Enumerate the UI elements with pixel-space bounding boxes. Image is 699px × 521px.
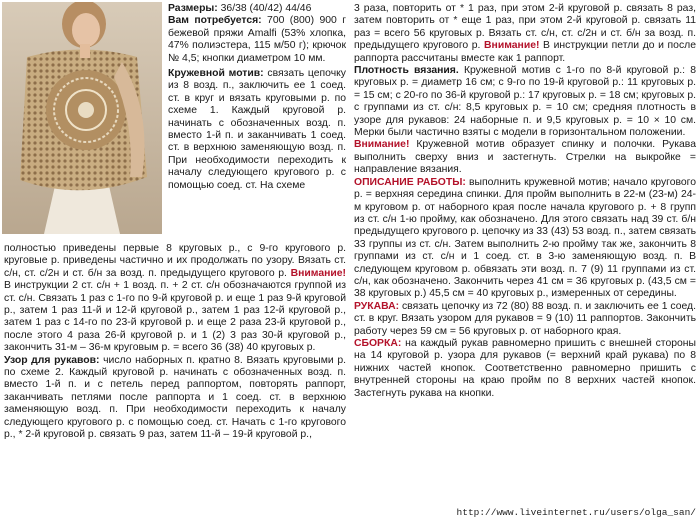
sizes-paragraph xyxy=(168,3,346,15)
motif-text: связать цепочку из 8 возд. п., заключить ее 1 соед. ст. в круг и вязать круговыми р. по схеме 1. Каждый круговой р. начинать с обозначенных возд. п. вместо 1-й п. и заканчивать 1 соед. ст. в верхнюю заменяющую возд. п. При необходимости переходить к началу следующего кругового р. с помощью соед. ст. На схеме xyxy=(168,68,346,191)
work-label: ОПИСАНИЕ РАБОТЫ: xyxy=(354,176,466,188)
work-text: выполнить кружевной мотив; начало кругового р. = верхняя середина спинки. Для пройм выполнить в 22-м (23-м) 24-м круговом р. от наборного края после начала кругового р. + 8 групп из ст. с/н 1-ю пройму, как обозначено. Для этого связать над 39 ст. б/н предыдущего кругового р. цепочку из 33 (43) 53 возд. п., затем связать 33 группы из ст. с/н. Затем выполнить 2-ю пройму так же, закончить 8 группами из ст. с/н и 1 соед. ст. в 3-ю заменяющую возд. п. В следующем круговом р. обвязать эти возд. п. 7 (9) 11 группами из ст. с/н, как обозначено. Закончить через 41 см = 36 круговых р. (43,5 см = 38 круговых р.) 45,5 см = 40 круговых р., измеренных от середины. xyxy=(354,176,697,300)
model-photo-image xyxy=(2,2,162,234)
assembly-paragraph xyxy=(354,338,696,400)
materials-value: 700 (800) 900 г бежевой пряжи Amalfi (53% хлопка, 47% полиэстера, 115 м/50 г); крючок № 4,5; кнопки диаметром 10 мм. xyxy=(168,15,346,64)
density-label: Плотность вязания. xyxy=(354,65,459,77)
sizes-value: 36/38 (40/42) 44/46 xyxy=(217,3,312,14)
column-2 xyxy=(354,3,696,400)
sizes-label: Размеры: xyxy=(168,3,218,14)
attention2-label: Внимание! xyxy=(354,139,410,151)
motif-paragraph xyxy=(168,68,346,192)
assembly-label: СБОРКА: xyxy=(354,337,402,349)
attention2-text: Кружевной мотив образует спинку и полочки. Рукава выполнить сверху вниз и застегнуть. Стрелки на выкройке = направление вязания. xyxy=(354,139,696,176)
motif-attention-text: В инструкции 2 ст. с/н + 1 возд. п. + 2 ст. с/н обозначаются группой из ст. с/н. Связать 1 раз с 1-го по 9-й круговой р. и еще 1 раз 9-й круговой р., затем 1 раз 11-й и 12-й круговой р., затем 1 раз 12-й круговой р., затем 1 раз с 14-го по 23-й круговой р. и еще 2 раза 23-й круговой р., после этого 4 раза 26-й круговой р. и 1 (2) 3 раз 30-й круговой р., закончить 31-м – 36-м круговым р. = всего 36 (38) 40 круговых р. xyxy=(4,280,346,354)
motif-attention-label: Внимание! xyxy=(290,267,347,279)
sleeve-pattern-label: Узор для рукавов: xyxy=(4,354,100,366)
attention1-label: Внимание! xyxy=(484,40,540,52)
column-1-top xyxy=(168,3,346,192)
attention2-paragraph xyxy=(354,139,696,176)
col2-cont-text: 3 раза, повторить от * 1 раз, при этом 2-й круговой р. связать 8 раз, затем повторить от * еще 1 раз, при этом 2-й круговой р. связать 11 раз = всего 56 круговых р. Вязать ст. с/н, ст. с/2н и ст. б/н за возд. п. предыдущего кругового р. xyxy=(354,3,696,52)
sleeve-pattern-continuation xyxy=(354,3,696,65)
attention1-text: В инструкции петли до и после раппорта рассчитаны вместе как 1 раппорт. xyxy=(354,40,696,64)
work-paragraph xyxy=(354,177,696,301)
motif-cont-text: полностью приведены первые 8 круговых р., с 9-го кругового р. круговые р. приведены частично и их продолжать по узору. Вязать ст. с/н, ст. с/2н и ст. б/н за возд. п. предыдущего кругового р. xyxy=(4,243,346,279)
motif-label: Кружевной мотив: xyxy=(168,68,264,80)
sleeve-pattern-paragraph xyxy=(4,355,346,442)
materials-label: Вам потребуется: xyxy=(168,15,262,27)
source-url[interactable]: http://www.liveinternet.ru/users/olga_san/ xyxy=(456,507,696,518)
motif-continuation xyxy=(4,243,346,355)
materials-paragraph xyxy=(168,15,346,65)
sleeves-label: РУКАВА: xyxy=(354,300,400,312)
sleeves-text: связать цепочку из 72 (80) 88 возд. п. и заключить ее 1 соед. ст. в круг. Вязать узором для рукавов = 9 (10) 11 раппортов. Закончить работу через 59 см = 56 круговых р. от наборного края. xyxy=(354,300,696,337)
density-paragraph xyxy=(354,65,696,139)
sleeves-paragraph xyxy=(354,301,696,338)
density-text: Кружевной мотив с 1-го по 8-й круговой р.: 8 круговых р. = диаметр 16 см; с 9-го по 19-й круговой р.: 11 круговых р. = 15 см; с 20-го по 36-й круговой р.: 17 круговых р. = 18 см; круговых р. с группами из ст. с/н: 8,5 круговых р. = 10 см; средняя плотность в узоре для рукавов: 24 наборные п. и 9,5 круговых р. = 10 × 10 см. Мерки были частично взяты с модели в горизонтальном положении. xyxy=(354,65,696,139)
sleeve-pattern-text: число наборных п. кратно 8. Вязать круговыми р. по схеме 2. Каждый круговой р. начинать с обозначенных возд. п. вместо 1-й п. и с петель перед раппортом, повторять раппорт, заканчивать петлями после раппорта и 1 соед. ст. в верхнюю заменяющую возд. п. При необходимости переходить к началу следующего кругового р. с помощью соед. ст. Начать с 1-го кругового р., * 2-й круговой р. связать 9 раз, затем 11-й – 19-й круговой р., xyxy=(4,354,346,441)
model-photo xyxy=(2,2,162,234)
assembly-text: на каждый рукав равномерно пришить с внешней стороны на 14 круговой р. узора для рукавов (= верхний край рукава) по 8 нижних частей кнопок. Соответственно равномерно пришить с внутренней стороны на краю пройм по 8 верхних частей кнопок. Застегнуть рукава на кнопки. xyxy=(354,337,696,399)
column-1-bottom xyxy=(4,243,346,442)
